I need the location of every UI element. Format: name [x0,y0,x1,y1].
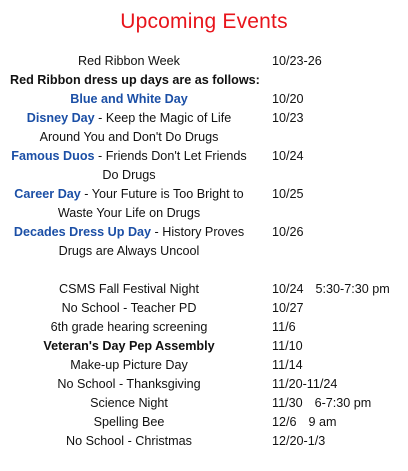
event-name: No School - Thanksgiving [57,377,201,391]
dress-up-day-desc: - Your Future is Too Bright to [80,187,244,201]
dress-up-day-row [0,90,408,109]
event-time: 9 am [308,415,337,429]
dress-up-day-name: Disney Day [26,111,95,125]
event-date: 11/20-11/24 [272,377,338,391]
event-row [0,337,408,356]
dress-up-intro-row [0,71,408,90]
event-date: 10/24 [272,282,304,296]
event-name: Science Night [90,396,168,410]
dress-up-day-name: Famous Duos [11,149,95,163]
dress-up-day-date: 10/25 [272,187,304,201]
event-row [0,375,408,394]
event-time: 5:30-7:30 pm [315,282,390,296]
dress-up-day-name: Decades Dress Up Day [13,225,152,239]
dress-up-day-date: 10/23 [272,111,304,125]
event-date: 11/10 [272,339,303,353]
dress-up-day-label [10,185,248,204]
dress-up-day-desc-cont: Waste Your Life on Drugs [57,206,201,220]
event-row [0,394,408,413]
event-time: 6-7:30 pm [314,396,372,410]
dress-up-day-desc: - History Proves [151,225,245,239]
event-name: Veteran's Day Pep Assembly [43,339,215,353]
dress-up-day-label [10,223,248,242]
dress-up-day-row [0,147,408,166]
event-date: 12/6 [272,415,297,429]
dress-up-day-desc-row [0,128,408,147]
dress-up-day-desc-cont: Do Drugs [102,168,156,182]
event-row [0,280,408,299]
dress-up-day-label [10,109,248,128]
event-date-cell [272,413,337,432]
dress-up-day-desc: - Keep the Magic of Life [94,111,232,125]
event-row [0,432,408,451]
event-name: No School - Christmas [66,434,192,448]
dress-up-day-row [0,109,408,128]
dress-up-day-desc-cont: Drugs are Always Uncool [58,244,200,258]
event-name: Spelling Bee [93,415,165,429]
dress-up-day-date: 10/26 [272,225,304,239]
event-date: 11/6 [272,320,296,334]
dress-up-day-desc-row [0,166,408,185]
dress-up-day-desc: - Friends Don't Let Friends [94,149,247,163]
event-row [0,356,408,375]
dress-up-day-desc-row [0,204,408,223]
dress-up-day-label [10,147,248,166]
event-date: 10/27 [272,301,304,315]
dress-up-day-desc-row [0,242,408,261]
event-row [0,413,408,432]
event-name: Red Ribbon Week [78,54,180,68]
page-title: Upcoming Events [120,10,288,33]
dress-up-intro: Red Ribbon dress up days are as follows: [10,73,260,87]
event-date: 10/23-26 [272,54,322,68]
event-row [0,299,408,318]
dress-up-day-date: 10/24 [272,149,304,163]
event-date-cell [272,280,390,299]
event-row-red-ribbon-week [0,52,408,71]
dress-up-day-desc-cont: Around You and Don't Do Drugs [39,130,219,144]
dress-up-day-date: 10/20 [272,92,304,106]
dress-up-day-row [0,223,408,242]
event-row [0,318,408,337]
event-name: Make-up Picture Day [70,358,188,372]
event-name: 6th grade hearing screening [50,320,208,334]
event-date: 11/14 [272,358,303,372]
event-name: No School - Teacher PD [61,301,197,315]
dress-up-day-name: Blue and White Day [70,92,188,106]
event-date-cell [272,394,371,413]
event-date: 12/20-1/3 [272,434,326,448]
dress-up-day-name: Career Day [14,187,81,201]
event-date: 11/30 [272,396,303,410]
dress-up-day-row [0,185,408,204]
dress-up-day-label [10,90,248,109]
event-name: CSMS Fall Festival Night [59,282,199,296]
